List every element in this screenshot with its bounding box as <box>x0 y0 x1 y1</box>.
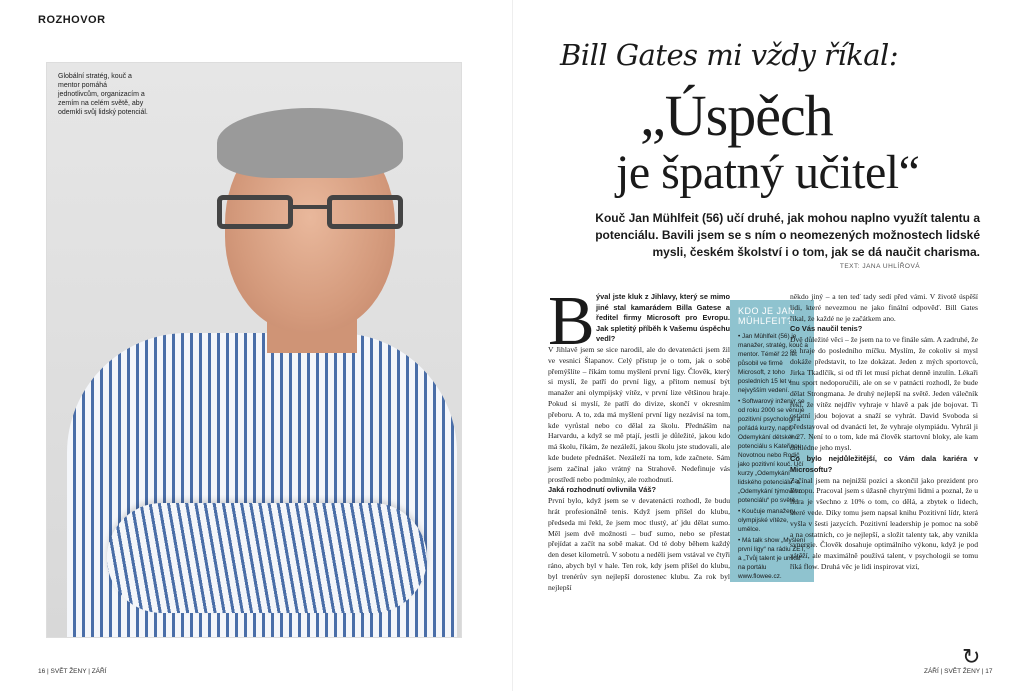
question-3: Co Vás naučil tenis? <box>790 324 863 334</box>
drop-cap: B <box>548 283 595 360</box>
answer-3: Dvě důležité věci – že jsem na to ve finále sám. A zadruhé, že se hraje do posledního míčku. Myslím, že cokoliv si mysl dokáže představit, to lze dokázat. Jeden z mých sportovců, Jirka Tkadlčík, si od tří let musí píchat denně inzulín. Lékaři mu sport nedoporučili, ale on se v patnácti rozhodl, že bude dělat Strongmana. Je druhý nejlepší na světě. Jeden válečník řekl, že vítěz nejdřív vyhraje v hlavě a pak jde bojovat. Ti ostatní jdou bojovat a snaží se vyhrát. David Svoboda si představoval od dvanácti let, že vyhraje olympiádu. Vyhrál ji v 27. Není to o tom, kde má člověk startovní bloky, ale kam dohlédne jeho mysl. <box>790 335 978 453</box>
article-lead: Kouč Jan Mühlfeit (56) učí druhé, jak mohou naplno využít talentu a potenciálu. Bavili jsem se s ním o neomezených možnostech lidské mysli, českém školství i o tom, jak se dá naučit charisma. <box>595 211 980 259</box>
photo-caption: Globální stratég, kouč a mentor pomáhá jednotlivcům, organizacím a zemím na celém světě, aby odemkli svůj lidský potenciál. <box>58 73 148 116</box>
page-spine <box>512 0 513 691</box>
intro-question: ýval jste kluk z Jihlavy, který se mimo jiné stal kamarádem Billa Gatese a ředitel firmy Microsoft pro Evropu. Jak spletitý příběh k Vašemu úspěchu vedl? <box>596 292 730 344</box>
footer-left: 16 | SVĚT ŽENY | ZÁŘÍ <box>38 668 107 675</box>
article-title-line1: „Úspěch <box>640 83 833 148</box>
article-byline: TEXT: JANA UHLÍŘOVÁ <box>839 263 921 270</box>
sidebar-item: • Softwarový inženýr se od roku 2000 se věnuje pozitivní psychologii a pořádá kurzy, např. Odemykání dětského potenciálu s Kateřinou Novotnou nebo Rodič jako pozitivní kouč. Učí kurzy „Odemykání lidského potenciálu“ a „Odemykání týmového potenciálu“ po světě. <box>738 398 805 504</box>
question-2: Jaká rozhodnutí ovlivnila Váš? <box>548 485 657 495</box>
answer-1: V Jihlavě jsem se sice narodil, ale do devatenácti jsem žil ve vesnici Šlapanov. Celý přístup je o tom, jak o sobě přemýšlíte – říkám tomu myšlení první ligy. Člověk, který si myslí, že patří do první ligy, a přitom nemusí být manažer ani olympijský vítěz, v první lize většinou hraje. Pokud si myslí, že patří do divize, skončí v okresním přeboru. A to, zda má myšlení první ligy nezávisí na tom, kde vyrůstal nebo co dělal za školu. Přednáším na Harvardu, a když se mě ptají, jestli je důležité, jakou kdo má školu, říkám, že nezáleží, jakou školu jste studovali, ale kde budete přednášet. Nezáleží na tom, kde začnete. Sám jsem začínal jako vrátný na Strahově. Nedefinuje vás prostředí nebo podmínky, ale rozhodnutí. <box>548 344 730 484</box>
question-4: Co bylo nejdůležitější, co Vám dala kariéra v Microsoftu? <box>790 453 978 474</box>
continue-arrow-icon: ↻ <box>962 644 981 669</box>
sidebar-item: • Má talk show „Myšlení první ligy“ na rádiu ZET, a „Tvůj talent je unikát“ na portálu www.flowee.cz. <box>738 537 806 580</box>
answer-2: První bylo, když jsem se v devatenácti rozhodl, že budu hrát profesionálně tenis. Když jsem přišel do klubu, předseda mi řekl, že jsem moc tlustý, ať jdu dělat sumo. Měl jsem dvě možnosti – buď sumo, nebo se přestat přejídat a začít na sobě makat. Od té doby během každý den deset kilometrů. V sobotu a neděli jsem vstával ve čtyři ráno, abych byl v hale. Ten rok, kdy jsem přišel do klubu, byl trenérův syn nejlepší dorostenec klubu. Za rok byl nejlepší <box>548 496 730 592</box>
article-column-3 <box>790 292 978 573</box>
sidebar-item: • Koučuje manažery, olympijské vítěze, umělce. <box>738 508 797 533</box>
footer-right: ZÁŘÍ | SVĚT ŽENY | 17 <box>924 668 993 675</box>
section-label: ROZHOVOR <box>38 14 106 26</box>
article-column-1 <box>548 292 730 593</box>
answer-4: Začínal jsem na nejnižší pozici a skončil jako prezident pro Evropu. Pracoval jsem s úžasně chytrými lidmi a poznal, že u lídra je všechno z 10% o tom, co dělá, a zbytek o lidech, které vede. Díky tomu jsem napsal knihu Pozitivní lídr, která vyšla v šesti jazycích. Pozitivní leadership je pomoc na sobě a na ostatních, co je nejlepší, a složit talenty tak, aby vznikla synergie. Člověk dosahuje optimálního výkonu, když je pod zátěží, ale maximálně používá talent, v psychologii se tomu říká flow. Druhá věc je lidi inspirovat vizí, <box>790 475 978 571</box>
photo-crossed-arms <box>107 503 427 613</box>
portrait-photo <box>46 62 462 638</box>
photo-glasses <box>217 195 403 229</box>
answer-2-continued: někdo jiný – a ten teď tady sedí před vámi. V životě úspěší lidi, které nevezmou ne jako finální odpověď. Bill Gates říkal, že každé ne je začátkem ano. <box>790 292 978 323</box>
article-title-line2: je špatný učitel“ <box>616 146 920 199</box>
sidebar-title: KDO JE JAN MÜHLFEIT? <box>738 306 796 326</box>
sidebar-item: • Jan Mühlfeit (56) je manažer, stratég, kouč a mentor. Téměř 22 let působil ve firmě Microsoft, z toho posledních 15 let v nejvyšším vedení. <box>738 333 808 394</box>
article-kicker: Bill Gates mi vždy říkal: <box>560 38 899 72</box>
photo-hair <box>217 108 403 178</box>
